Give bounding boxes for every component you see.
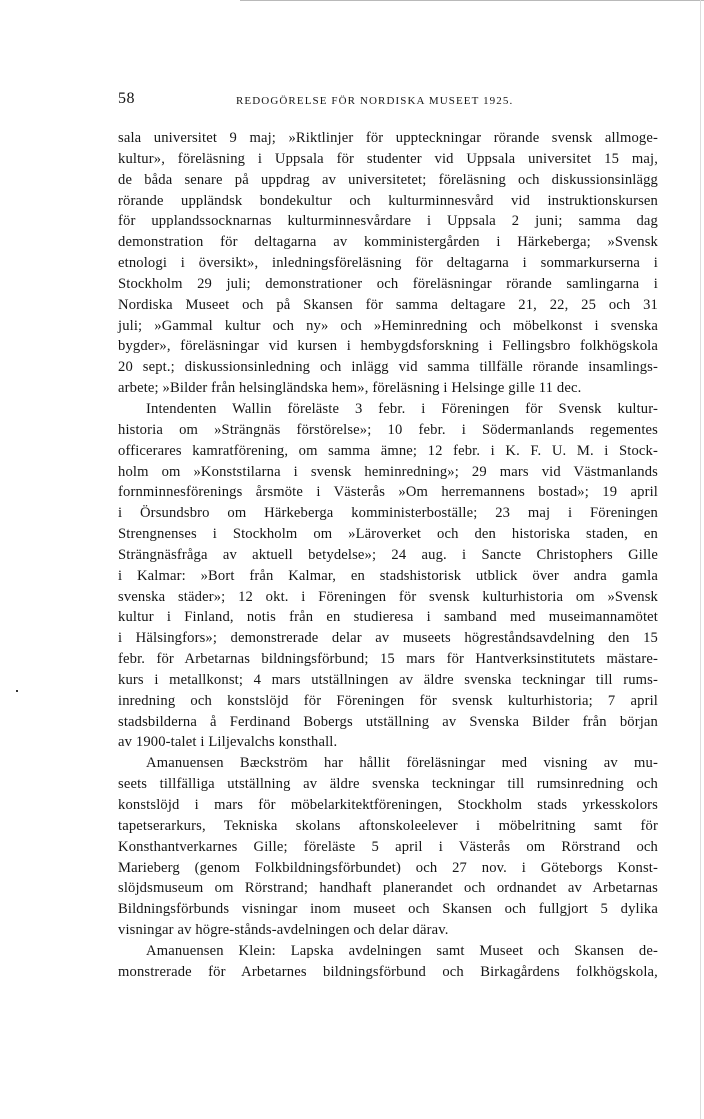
text-line: i Hälsingfors»; demonstrerade delar av museets högreståndsavdelning den 15 — [118, 630, 658, 647]
text-line: tapetserarkurs, Tekniska skolans aftonskoleelever i möbelritning samt för — [118, 817, 658, 834]
scan-right-edge — [700, 0, 701, 1119]
text-line: febr. för Arbetarnas bildningsförbund; 15 mars för Hantverksinstitutets mästare- — [118, 651, 658, 668]
text-line: sala universitet 9 maj; »Riktlinjer för uppteckningar rörande svensk allmoge- — [118, 130, 658, 146]
scan-top-rule — [240, 0, 704, 1]
text-line: Strängnäsfråga av aktuell betydelse»; 24 aug. i Sancte Christophers Gille — [118, 546, 658, 563]
text-line: Nordiska Museet och på Skansen för samma deltagare 21, 22, 25 och 31 — [118, 296, 658, 313]
text-line: för upplandssocknarnas kulturminnesvårdare i Uppsala 2 juni; samma dag — [118, 213, 658, 230]
text-line: bygder», föreläsningar vid kursen i hembygdsforskning i Fellingsbro folkhögskola — [118, 338, 658, 355]
text-line: Bildningsförbunds visningar inom museet och Skansen och fullgjort 5 dylika — [118, 901, 658, 918]
text-line: officerares kamratförening, om samma ämne; 12 febr. i K. F. U. M. i Stock- — [118, 442, 658, 459]
text-line: i Örsundsbro om Härkeberga komministerboställe; 23 maj i Föreningen — [118, 505, 658, 522]
paragraph-start-line: Amanuensen Klein: Lapska avdelningen samt Museet och Skansen de- — [146, 942, 658, 959]
text-line: fornminnesförenings årsmöte i Västerås »Om herremannens bostad»; 19 april — [118, 484, 658, 501]
text-line: Marieberg (genom Folkbildningsförbundet) och 27 nov. i Göteborgs Konst- — [118, 859, 658, 876]
text-line: svenska städer»; 12 okt. i Föreningen för svensk kulturhistoria om »Svensk — [118, 588, 658, 605]
text-line: visningar av högre-stånds-avdelningen och delar därav. — [118, 922, 449, 939]
text-line: konstslöjd i mars för möbelarkitektföreningen, Stockholm stads yrkesskolors — [118, 797, 658, 813]
text-line: inredning och konstslöjd för Föreningen för svensk kulturhistoria; 7 april — [118, 692, 658, 709]
text-line: kurs i metallkonst; 4 mars utställningen av äldre svenska teckningar till rums- — [118, 671, 658, 688]
text-line: monstrerade för Arbetarnes bildningsförbund och Birkagårdens folkhögskola, — [118, 963, 658, 980]
text-line: historia om »Strängnäs förstörelse»; 10 febr. i Södermanlands regementes — [118, 421, 658, 438]
text-line: 20 sept.; diskussionsinledning och inlägg vid samma tillfälle rörande insamlings- — [118, 359, 658, 376]
margin-mark — [16, 690, 18, 692]
text-line: juli; »Gammal kultur och ny» och »Heminredning och möbelkonst i svenska — [118, 317, 658, 334]
text-line: holm om »Konststilarna i svensk heminredning»; 29 mars vid Västmanlands — [118, 463, 658, 480]
text-line: seets tillfälliga utställning av äldre svenska teckningar till rumsinredning och — [118, 776, 658, 793]
paragraph-start-line: Intendenten Wallin föreläste 3 febr. i Föreningen för Svensk kultur- — [146, 400, 658, 417]
text-line: kultur i Finland, notis från en studieresa i samband med museimannamötet — [118, 609, 658, 626]
text-line: kultur», föreläsning i Uppsala för studenter vid Uppsala universitet 15 maj, — [118, 150, 658, 167]
text-line: i Kalmar: »Bort från Kalmar, en stadshistorisk utblick över andra gamla — [118, 567, 658, 584]
text-line: stadsbilderna å Ferdinand Bobergs utställning av Svenska Bilder från början — [118, 713, 658, 730]
text-line: Stockholm 29 juli; demonstrationer och föreläsningar rörande samlingarna i — [118, 275, 658, 292]
text-line: de båda senare på uppdrag av universitetet; föreläsning och diskussionsinlägg — [118, 171, 658, 188]
text-line: demonstration för deltagarna av komministergården i Härkeberga; »Svensk — [118, 234, 658, 251]
text-line: rörande uppländsk bondekultur och kulturminnesvård vid instruktionskursen — [118, 192, 658, 209]
text-line: av 1900-talet i Liljevalchs konsthall. — [118, 734, 338, 751]
body-text — [118, 128, 658, 983]
page-number: 58 — [118, 90, 135, 107]
text-line: arbete; »Bilder från helsingländska hem», föreläsning i Helsinge gille 11 dec. — [118, 380, 582, 397]
paragraph-start-line: Amanuensen Bæckström har hållit föreläsningar med visning av mu- — [146, 755, 658, 772]
text-line: etnologi i översikt», inledningsföreläsning för deltagarna i sommarkurserna i — [118, 255, 658, 272]
page-header — [118, 90, 548, 114]
text-line: Konsthantverkarnes Gille; föreläste 5 april i Västerås om Rörstrand och — [118, 838, 658, 855]
text-line: slöjdsmuseum om Rörstrand; handhaft planerandet och ordnandet av Arbetarnas — [118, 880, 658, 897]
text-line: Strengnenses i Stockholm om »Läroverket och den historiska staden, en — [118, 526, 658, 543]
running-title: REDOGÖRELSE FÖR NORDISKA MUSEET 1925. — [236, 95, 514, 107]
